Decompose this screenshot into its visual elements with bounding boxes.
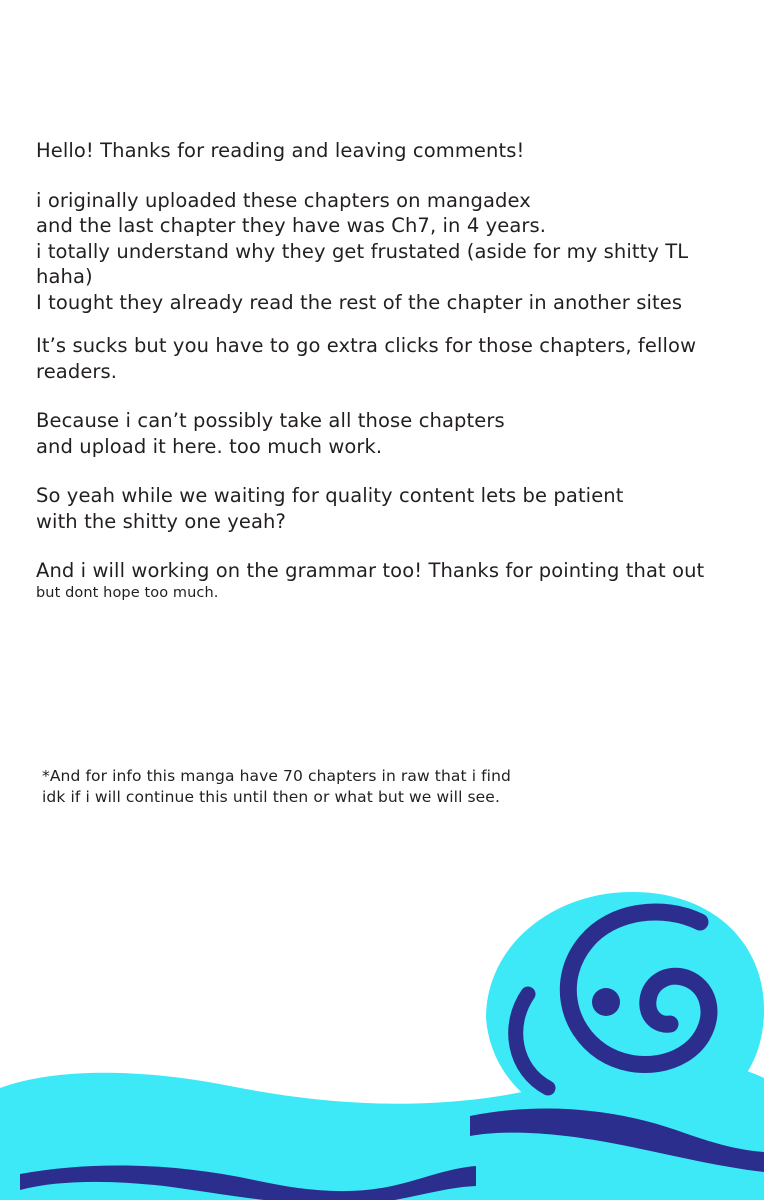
footnote-block [42,766,732,808]
spacer [36,534,746,558]
spacer [36,315,746,333]
footnote-line-2: idk if i will continue this until then or what but we will see. [42,788,500,806]
wave-body-cyan [0,1064,764,1200]
wave-crest-navy-right [470,1108,764,1172]
spacer [36,164,746,188]
note-line-10: And i will working on the grammar too! Thanks for pointing that out [36,559,705,582]
note-line-6: Because i can’t possibly take all those chapters [36,409,505,432]
spacer [36,384,746,408]
note-line-1: i originally uploaded these chapters on mangadex [36,188,531,212]
swirl-center-dot [592,988,620,1016]
note-line-7: and upload it here. too much work. [36,434,383,458]
swirl-stroke-navy [568,912,709,1065]
footnote-line-1: *And for info this manga have 70 chapters in raw that i find [42,767,511,785]
note-line-8: So yeah while we waiting for quality content lets be patient [36,484,624,507]
note-line-3: i totally understand why they get frustated (aside for my shitty TL haha) [36,239,695,288]
note-line-4: I tought they already read the rest of the chapter in another sites [36,290,683,314]
wave-swirl-artwork [0,830,764,1200]
note-greeting: Hello! Thanks for reading and leaving comments! [36,139,525,162]
note-line-5: It’s sucks but you have to go extra clicks for those chapters, fellow readers. [36,334,703,383]
note-line-9: with the shitty one yeah? [36,509,286,533]
translator-note [36,138,746,603]
note-small-disclaimer: but dont hope too much. [36,584,219,601]
wave-crest-navy-left [20,1165,476,1200]
swirl-outer-arc [516,994,548,1088]
note-line-2: and the last chapter they have was Ch7, in 4 years. [36,214,547,237]
spacer [36,459,746,483]
swirl-blob-cyan [486,892,764,1130]
